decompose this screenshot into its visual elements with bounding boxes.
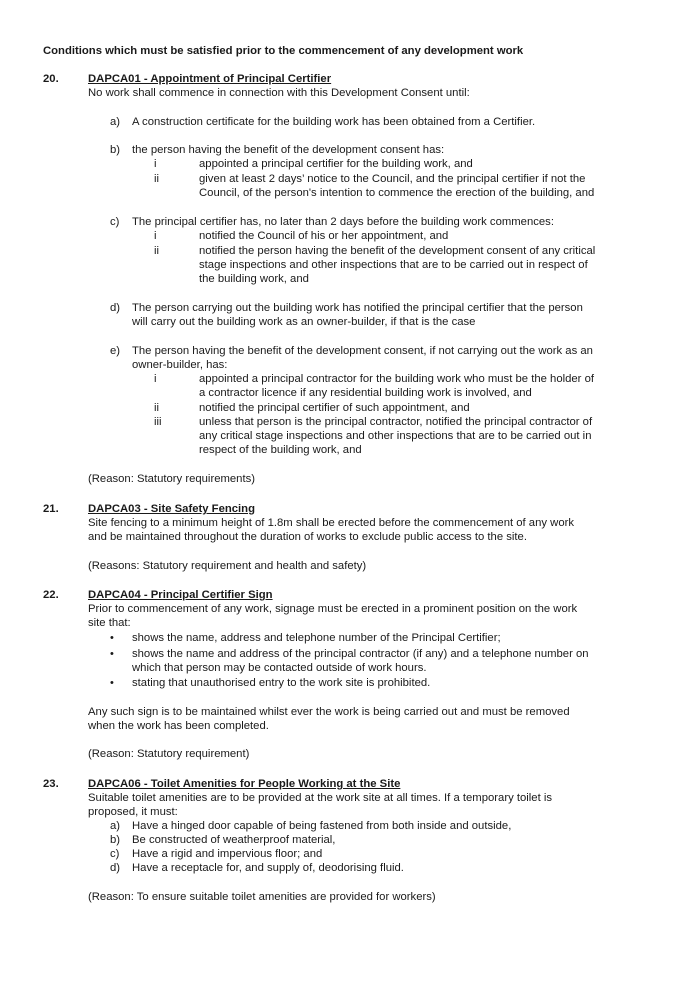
item-text: The person having the benefit of the development consent, if not carrying out the work as an — [132, 345, 593, 357]
subitem-label: i — [154, 230, 157, 242]
condition-title: DAPCA04 - Principal Certifier Sign — [88, 589, 273, 601]
item-text: the person having the benefit of the development consent has: — [132, 144, 445, 156]
item-label: e) — [110, 345, 121, 357]
section-heading: Conditions which must be satisfied prior to the commencement of any development work — [43, 45, 524, 57]
subitem-text: appointed a principal certifier for the building work, and — [199, 158, 473, 170]
bullet-icon: • — [110, 648, 114, 660]
condition-reason: (Reason: Statutory requirement) — [88, 748, 250, 760]
item-text: owner-builder, has: — [132, 359, 228, 371]
item-text: The principal certifier has, no later than 2 days before the building work commences: — [132, 216, 554, 228]
bullet-text: stating that unauthorised entry to the work site is prohibited. — [132, 677, 431, 689]
condition-number: 23. — [43, 778, 59, 790]
subitem-label: ii — [154, 402, 160, 414]
subitem-label: i — [154, 158, 157, 170]
item-label: c) — [110, 216, 120, 228]
item-text: A construction certificate for the building work has been obtained from a Certifier. — [132, 116, 536, 128]
bullet-text: which that person may be contacted outside of work hours. — [132, 662, 427, 674]
condition-body: Site fencing to a minimum height of 1.8m shall be erected before the commencement of any work — [88, 517, 575, 529]
subitem-text: the building work, and — [199, 273, 309, 285]
subitem-label: ii — [154, 245, 160, 257]
item-label: d) — [110, 862, 121, 874]
item-label: d) — [110, 302, 121, 314]
item-text: will carry out the building work as an owner-builder, if that is the case — [132, 316, 476, 328]
item-text: Have a hinged door capable of being fastened from both inside and outside, — [132, 820, 512, 832]
condition-body: when the work has been completed. — [88, 720, 269, 732]
condition-intro: Prior to commencement of any work, signage must be erected in a prominent position on the work — [88, 603, 578, 615]
item-text: Have a rigid and impervious floor; and — [132, 848, 323, 860]
item-label: b) — [110, 144, 121, 156]
subitem-text: appointed a principal contractor for the building work who must be the holder of — [199, 373, 594, 385]
subitem-text: any critical stage inspections and other inspections that are to be carried out in — [199, 430, 592, 442]
subitem-text: unless that person is the principal contractor, notified the principal contractor of — [199, 416, 593, 428]
condition-number: 20. — [43, 73, 59, 85]
condition-title: DAPCA01 - Appointment of Principal Certifier — [88, 73, 332, 85]
condition-reason: (Reason: To ensure suitable toilet amenities are provided for workers) — [88, 891, 436, 903]
subitem-label: iii — [154, 416, 162, 428]
condition-reason: (Reasons: Statutory requirement and health and safety) — [88, 560, 367, 572]
subitem-label: ii — [154, 173, 160, 185]
bullet-text: shows the name, address and telephone number of the Principal Certifier; — [132, 632, 501, 644]
subitem-text: a contractor licence if any residential building work is involved, and — [199, 387, 532, 399]
subitem-text: given at least 2 days’ notice to the Council, and the principal certifier if not the — [199, 173, 586, 185]
condition-title: DAPCA06 - Toilet Amenities for People Working at the Site — [88, 778, 401, 790]
condition-title: DAPCA03 - Site Safety Fencing — [88, 503, 255, 515]
condition-intro: Suitable toilet amenities are to be provided at the work site at all times. If a temporary toilet is — [88, 792, 553, 804]
condition-body: Any such sign is to be maintained whilst ever the work is being carried out and must be removed — [88, 706, 570, 718]
item-label: a) — [110, 116, 121, 128]
condition-number: 21. — [43, 503, 59, 515]
subitem-text: notified the principal certifier of such appointment, and — [199, 402, 470, 414]
item-text: Be constructed of weatherproof material, — [132, 834, 336, 846]
condition-body: and be maintained throughout the duration of works to exclude public access to the site. — [88, 531, 527, 543]
item-text: Have a receptacle for, and supply of, deodorising fluid. — [132, 862, 404, 874]
item-text: The person carrying out the building work has notified the principal certifier that the person — [132, 302, 583, 314]
condition-intro: site that: — [88, 617, 131, 629]
bullet-text: shows the name and address of the principal contractor (if any) and a telephone number on — [132, 648, 589, 660]
subitem-text: notified the person having the benefit of the development consent of any critical — [199, 245, 596, 257]
subitem-text: Council, of the person's intention to commence the erection of the building, and — [199, 187, 595, 199]
item-label: a) — [110, 820, 121, 832]
condition-reason: (Reason: Statutory requirements) — [88, 473, 256, 485]
condition-intro: No work shall commence in connection with this Development Consent until: — [88, 87, 470, 99]
condition-number: 22. — [43, 589, 59, 601]
subitem-label: i — [154, 373, 157, 385]
item-label: b) — [110, 834, 121, 846]
subitem-text: stage inspections and other inspections that are to be carried out in respect of — [199, 259, 588, 271]
bullet-icon: • — [110, 632, 114, 644]
bullet-icon: • — [110, 677, 114, 689]
subitem-text: respect of the building work, and — [199, 444, 362, 456]
item-label: c) — [110, 848, 120, 860]
condition-intro: proposed, it must: — [88, 806, 178, 818]
subitem-text: notified the Council of his or her appointment, and — [199, 230, 449, 242]
